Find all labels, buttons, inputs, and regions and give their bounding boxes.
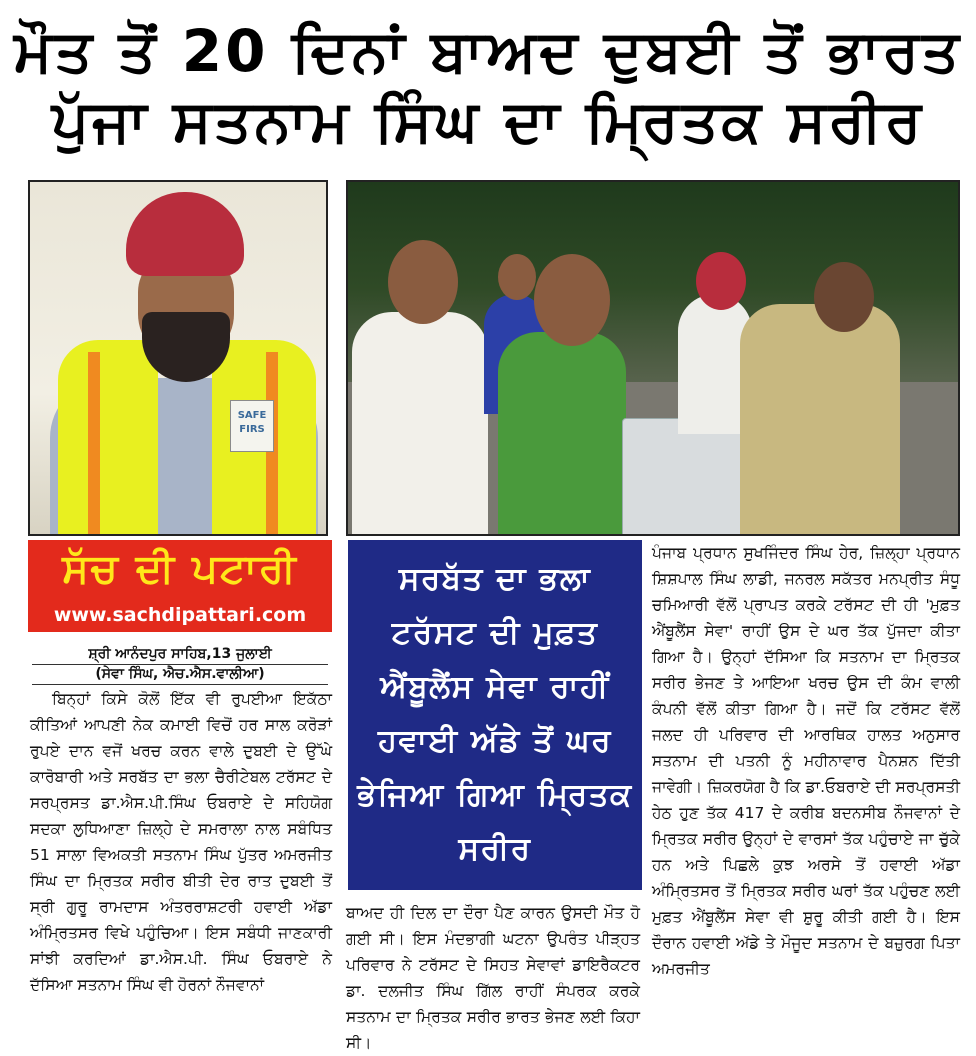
- dateline-place-date: ਸ਼੍ਰੀ ਆਨੰਦਪੁਰ ਸਾਹਿਬ,13 ਜੁਲਾਈ: [88, 646, 272, 662]
- newspaper-logo: [28, 540, 332, 632]
- scene-coffin-box: [622, 418, 748, 536]
- scene-person-green-shirt: [498, 332, 626, 536]
- highlight-text: ਸਰਬੱਤ ਦਾ ਭਲਾ ਟਰੱਸਟ ਦੀ ਮੁਫ਼ਤ ਐਂਬੂਲੈਂਸ ਸੇਵਾ ਰਾਹੀਂ ਹਵਾਈ ਅੱਡੇ ਤੋਂ ਘਰ ਭੇਜਿਆ ਗਿਆ ਮ੍ਰਿਤਕ ਸਰੀਰ: [357, 561, 633, 867]
- scene-person-head: [498, 254, 536, 300]
- scene-person-red-turban: [696, 252, 746, 310]
- divider: [32, 664, 328, 665]
- article-column-left: [30, 686, 332, 998]
- logo-title: ਸੱਚ ਦੀ ਪਟਾਰੀ: [62, 546, 298, 592]
- headline-line-1: ਮੌਤ ਤੋਂ 20 ਦਿਨਾਂ ਬਾਅਦ ਦੁਬਈ ਤੋਂ ਭਾਰਤ: [13, 17, 962, 85]
- portrait-vest-left: [58, 340, 158, 536]
- headline-line-2: ਪੁੱਜਾ ਸਤਨਾਮ ਸਿੰਘ ਦਾ ਮ੍ਰਿਤਕ ਸਰੀਰ: [51, 87, 925, 155]
- logo-url: www.sachdipattari.com: [53, 604, 307, 626]
- divider: [32, 684, 328, 685]
- article-paragraph: ਬਾਅਦ ਹੀ ਦਿਲ ਦਾ ਦੌਰਾ ਪੈਣ ਕਾਰਨ ਉਸਦੀ ਮੌਤ ਹੋ ਗਈ ਸੀ। ਇਸ ਮੰਦਭਾਗੀ ਘਟਨਾ ਉਪਰੰਤ ਪੀੜ੍ਹਤ ਪਰਿਵਾਰ ਨੇ ਟਰੱਸਟ ਦੇ ਸਿਹਤ ਸੇਵਾਵਾਂ ਡਾਇਰੈਕਟਰ ਡਾ. ਦਲਜੀਤ ਸਿੰਘ ਗਿੱਲ ਰਾਹੀਂ ਸੰਪਰਕ ਕਰਕੇ ਸਤਨਾਮ ਦਾ ਮ੍ਰਿਤਕ ਸਰੀਰ ਭਾਰਤ ਭੇਜਣ ਲਈ ਕਿਹਾ ਸੀ।: [346, 904, 640, 1052]
- article-column-right: [652, 540, 960, 982]
- scene-person-head: [814, 262, 874, 332]
- portrait-photo: [28, 180, 328, 536]
- scene-person-head: [534, 254, 610, 346]
- vest-stripe: [88, 352, 100, 536]
- airport-scene-photo: [346, 180, 960, 536]
- article-paragraph: ਪੰਜਾਬ ਪ੍ਰਧਾਨ ਸੁਖਜਿੰਦਰ ਸਿੰਘ ਹੇਰ, ਜ਼ਿਲ੍ਹਾ ਪ੍ਰਧਾਨ ਸ਼ਿਸ਼ਪਾਲ ਸਿੰਘ ਲਾਡੀ, ਜਨਰਲ ਸਕੱਤਰ ਮਨਪ੍ਰੀਤ ਸੰਧੂ ਚਮਿਆਰੀ ਵੱਲੋਂ ਪ੍ਰਾਪਤ ਕਰਕੇ ਟਰੱਸਟ ਦੀ ਹੀ 'ਮੁਫ਼ਤ ਐਂਬੂਲੈਂਸ ਸੇਵਾ' ਰਾਹੀਂ ਉਸ ਦੇ ਘਰ ਤੱਕ ਪੁੱਜਦਾ ਕੀਤਾ ਗਿਆ ਹੈ। ਉਨ੍ਹਾਂ ਦੱਸਿਆ ਕਿ ਸਤਨਾਮ ਦਾ ਮ੍ਰਿਤਕ ਸਰੀਰ ਭੇਜਣ ਤੇ ਆਇਆ ਖਰਚ ਉਸ ਦੀ ਕੰਮ ਵਾਲੀ ਕੰਪਨੀ ਵੱਲੋਂ ਕੀਤਾ ਗਿਆ ਹੈ। ਜਦੋਂ ਕਿ ਟਰੱਸਟ ਵੱਲੋਂ ਜਲਦ ਹੀ ਪਰਿਵਾਰ ਦੀ ਆਰਥਿਕ ਹਾਲਤ ਅਨੁਸਾਰ ਸਤਨਾਮ ਦੀ ਪਤਨੀ ਨੂੰ ਮਹੀਨਾਵਾਰ ਪੈਨਸ਼ਨ ਦਿੱਤੀ ਜਾਵੇਗੀ। ਜ਼ਿਕਰਯੋਗ ਹੈ ਕਿ ਡਾ.ਓਬਰਾਏ ਦੀ ਸਰਪ੍ਰਸਤੀ ਹੇਠ ਹੁਣ ਤੱਕ 417 ਦੇ ਕਰੀਬ ਬਦਨਸੀਬ ਨੌਜਵਾਨਾਂ ਦੇ ਮ੍ਰਿਤਕ ਸਰੀਰ ਉਨ੍ਹਾਂ ਦੇ ਵਾਰਸਾਂ ਤੱਕ ਪਹੁੰਚਾਏ ਜਾ ਚੁੱਕੇ ਹਨ ਅਤੇ ਪਿਛਲੇ ਕੁਝ ਅਰਸੇ ਤੋਂ ਹਵਾਈ ਅੱਡਾ ਅੰਮ੍ਰਿਤਸਰ ਤੋਂ ਮ੍ਰਿਤਕ ਸਰੀਰ ਘਰਾਂ ਤੱਕ ਪਹੁੰਚਣ ਲਈ ਮੁਫ਼ਤ ਐਂਬੂਲੈਂਸ ਸੇਵਾ ਵੀ ਸ਼ੁਰੂ ਕੀਤੀ ਗਈ ਹੈ। ਇਸ ਦੌਰਾਨ ਹਵਾਈ ਅੱਡੇ ਤੇ ਮੌਜੂਦ ਸਤਨਾਮ ਦੇ ਬਜ਼ੁਰਗ ਪਿਤਾ ਅਮਰਜੀਤ: [652, 544, 960, 978]
- scene-person-khaki-shirt: [740, 304, 900, 536]
- dateline-byline: (ਸੇਵਾ ਸਿੰਘ, ਐਚ.ਐਸ.ਵਾਲੀਆ): [95, 666, 265, 682]
- scene-person-head: [388, 240, 458, 324]
- article-paragraph: ਬਿਨ੍ਹਾਂ ਕਿਸੇ ਕੋਲੋਂ ਇੱਕ ਵੀ ਰੁਪਈਆ ਇਕੱਠਾ ਕੀਤਿਆਂ ਆਪਣੀ ਨੇਕ ਕਮਾਈ ਵਿਚੋਂ ਹਰ ਸਾਲ ਕਰੋੜਾਂ ਰੁਪਏ ਦਾਨ ਵਜੋਂ ਖਰਚ ਕਰਨ ਵਾਲੇ ਦੁਬਈ ਦੇ ਉੱਘੇ ਕਾਰੋਬਾਰੀ ਅਤੇ ਸਰਬੱਤ ਦਾ ਭਲਾ ਚੈਰੀਟੇਬਲ ਟਰੱਸਟ ਦੇ ਸਰਪ੍ਰਸਤ ਡਾ.ਐਸ.ਪੀ.ਸਿੰਘ ਓਬਰਾਏ ਦੇ ਸਹਿਯੋਗ ਸਦਕਾ ਲੁਧਿਆਣਾ ਜ਼ਿਲ੍ਹੇ ਦੇ ਸਮਰਾਲਾ ਨਾਲ ਸਬੰਧਿਤ 51 ਸਾਲਾ ਵਿਅਕਤੀ ਸਤਨਾਮ ਸਿੰਘ ਪੁੱਤਰ ਅਮਰਜੀਤ ਸਿੰਘ ਦਾ ਮ੍ਰਿਤਕ ਸਰੀਰ ਬੀਤੀ ਦੇਰ ਰਾਤ ਦੁਬਈ ਤੋਂ ਸ੍ਰੀ ਗੁਰੂ ਰਾਮਦਾਸ ਅੰਤਰਰਾਸ਼ਟਰੀ ਹਵਾਈ ਅੱਡਾ ਅੰਮ੍ਰਿਤਸਰ ਵਿਖੇ ਪਹੁੰਚਿਆ। ਇਸ ਸਬੰਧੀ ਜਾਣਕਾਰੀ ਸਾਂਝੀ ਕਰਦਿਆਂ ਡਾ.ਐਸ.ਪੀ. ਸਿੰਘ ਓਬਰਾਏ ਨੇ ਦੱਸਿਆ ਸਤਨਾਮ ਸਿੰਘ ਵੀ ਹੋਰਨਾਂ ਨੌਜਵਾਨਾਂ: [30, 690, 332, 994]
- scene-person-white-shirt: [352, 312, 488, 536]
- safety-badge: SAFE FIRS: [230, 400, 274, 452]
- article-column-middle: [346, 900, 640, 1056]
- portrait-turban: [126, 192, 244, 276]
- highlight-box: [348, 540, 642, 890]
